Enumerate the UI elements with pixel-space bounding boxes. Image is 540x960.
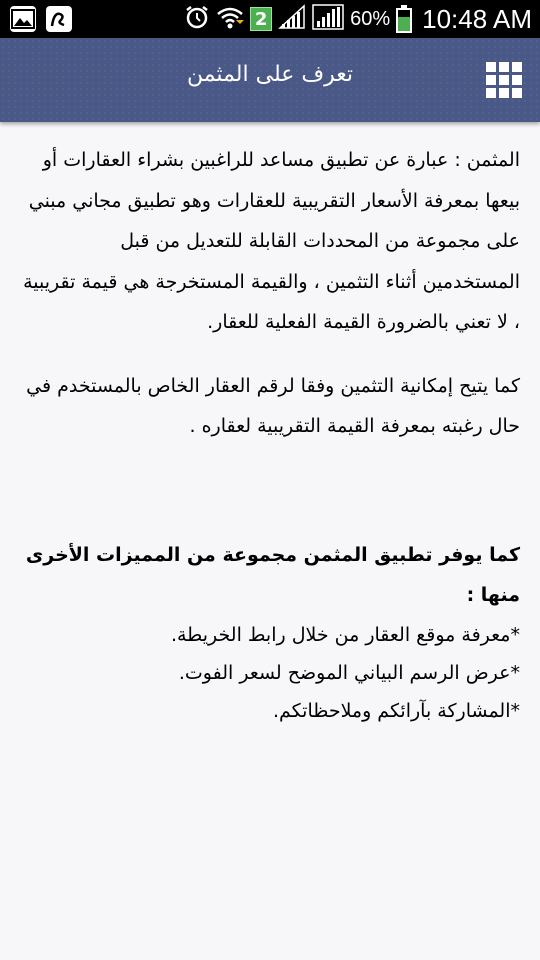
wifi-icon bbox=[216, 4, 244, 34]
status-bar bbox=[0, 0, 540, 38]
valuation-paragraph: كما يتيح إمكانية التثمين وفقا لرقم العقار الخاص بالمستخدم في حال رغبته بمعرفة القيمة التقريبية لعقاره . bbox=[26, 374, 520, 437]
about-content bbox=[20, 140, 520, 730]
clock: 10:48 AM bbox=[422, 3, 532, 34]
gallery-icon bbox=[10, 6, 36, 32]
signal-icon-2 bbox=[312, 3, 344, 35]
battery-percent: 60% bbox=[350, 7, 391, 30]
feature-item-feedback: *المشاركة بآرائكم وملاحظاتكم. bbox=[272, 699, 520, 722]
page-title: تعرف على المثمن bbox=[186, 62, 354, 87]
feature-item-chart: *عرض الرسم البياني الموضح لسعر الفوت. bbox=[178, 661, 520, 684]
app-header bbox=[0, 38, 540, 122]
alarm-icon bbox=[184, 4, 210, 34]
feature-item-map: *معرفة موقع العقار من خلال رابط الخريطة. bbox=[170, 623, 520, 646]
signal-icon bbox=[278, 4, 306, 34]
battery-icon bbox=[396, 5, 412, 33]
grid-menu-icon[interactable] bbox=[484, 60, 524, 100]
features-title: كما يوفر تطبيق المثمن مجموعة من المميزات الأخرى منها : bbox=[25, 543, 520, 606]
intro-paragraph: المثمن : عبارة عن تطبيق مساعد للراغبين بشراء العقارات أو بيعها بمعرفة الأسعار التقريبية للعقارات وهو تطبيق مجاني مبني على مجموعة من المحددات القابلة للتعديل من قبل المستخدمين أثناء التثمين ، والقيمة المستخرجة هي قيمة تقريبية ، لا تعني بالضرورة القيمة الفعلية للعقار. bbox=[23, 149, 520, 333]
sim-badge: 2 bbox=[250, 7, 272, 31]
app-notification-icon bbox=[46, 6, 72, 32]
